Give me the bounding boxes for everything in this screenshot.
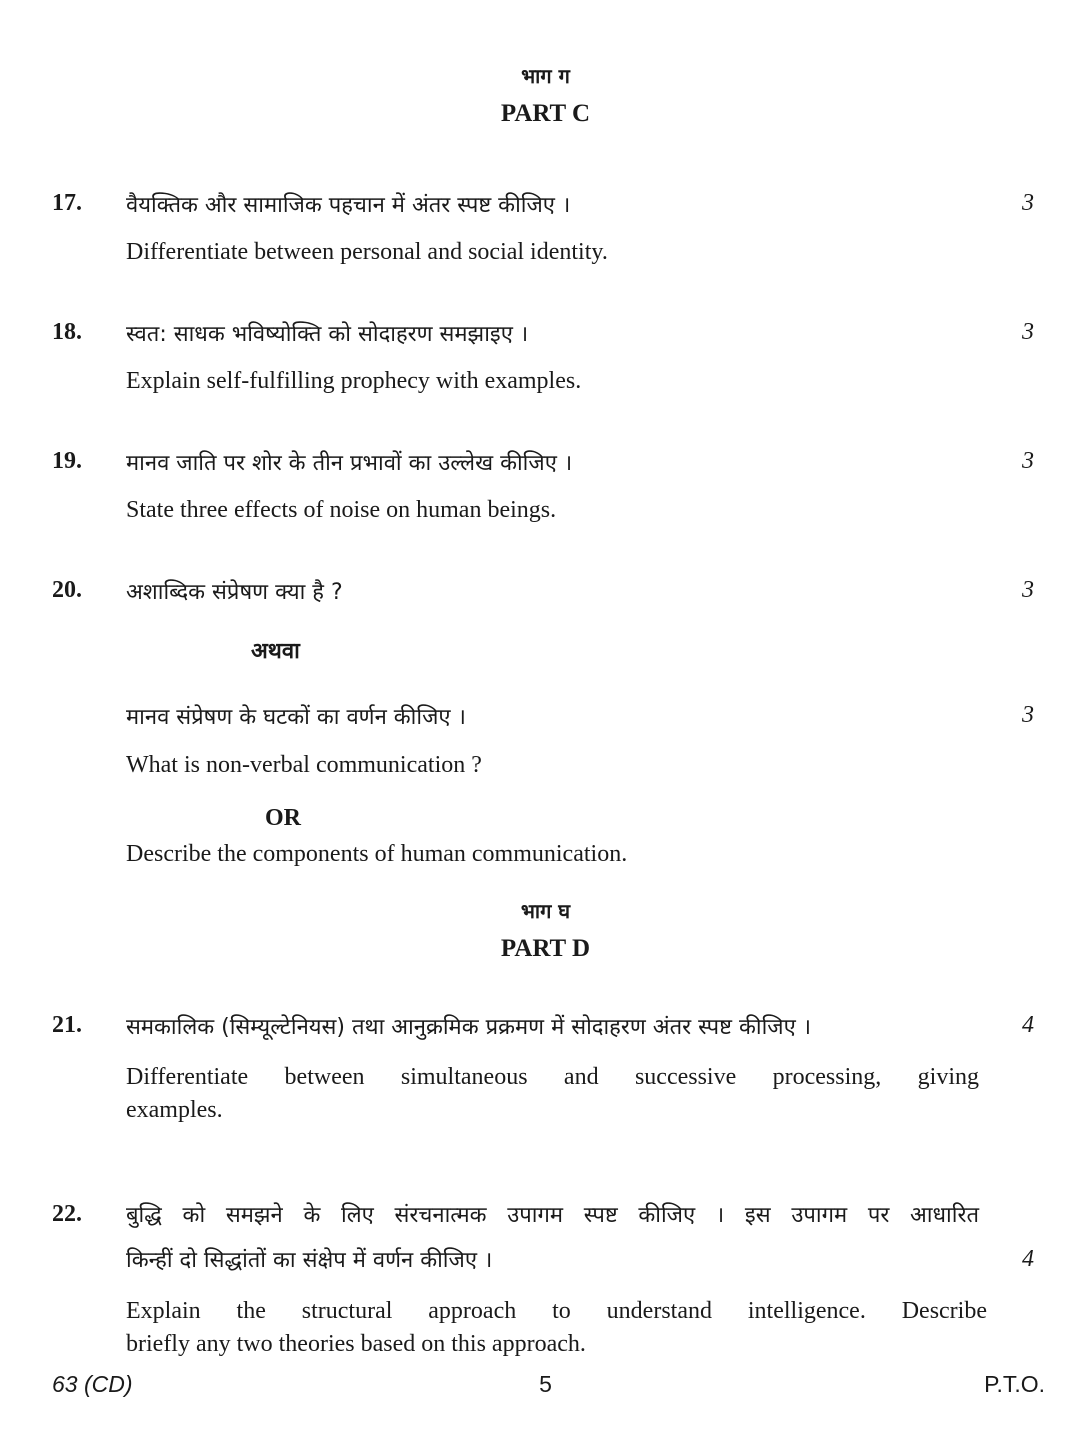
part-d-heading-hindi: भाग घ [520, 899, 571, 923]
footer-pto: P.T.O. [984, 1371, 1045, 1397]
question-17-number: 17. [52, 190, 82, 216]
question-20-alt-english: Describe the components of human communication. [126, 841, 628, 867]
question-22-english-line-2: briefly any two theories based on this approach. [126, 1331, 586, 1357]
question-19-english: State three effects of noise on human beings. [126, 497, 557, 523]
question-18-marks: 3 [1022, 319, 1034, 345]
footer-page-number: 5 [539, 1371, 552, 1397]
question-21-marks: 4 [1022, 1012, 1034, 1038]
question-18-hindi: स्वत: साधक भविष्योक्ति को सोदाहरण समझाइए । [126, 322, 529, 347]
question-20-alt-marks: 3 [1022, 702, 1034, 728]
question-18-number: 18. [52, 319, 82, 345]
question-20-or-hindi: अथवा [251, 639, 300, 664]
question-19-number: 19. [52, 448, 82, 474]
question-20-alt-hindi: मानव संप्रेषण के घटकों का वर्णन कीजिए । [126, 705, 466, 730]
question-17-english: Differentiate between personal and social identity. [126, 239, 608, 265]
question-19-hindi: मानव जाति पर शोर के तीन प्रभावों का उल्लेख कीजिए । [126, 451, 573, 476]
question-20-hindi: अशाब्दिक संप्रेषण क्या है ? [126, 580, 343, 605]
question-22-number: 22. [52, 1201, 82, 1227]
question-20-marks: 3 [1022, 577, 1034, 603]
footer-paper-code: 63 (CD) [52, 1371, 133, 1397]
part-c-heading-hindi: भाग ग [521, 64, 570, 88]
question-22-english-line-1: Explain the structural approach to understand intelligence. Describe [126, 1298, 987, 1324]
question-21-number: 21. [52, 1012, 82, 1038]
question-21-english-line-1: Differentiate between simultaneous and successive processing, giving [126, 1064, 979, 1090]
question-22-marks: 4 [1022, 1246, 1034, 1272]
question-17-marks: 3 [1022, 190, 1034, 216]
question-22-hindi-line-2: किन्हीं दो सिद्धांतों का संक्षेप में वर्णन कीजिए । [126, 1248, 493, 1273]
part-d-heading: PART D [500, 935, 591, 962]
question-21-hindi: समकालिक (सिम्यूल्टेनियस) तथा आनुक्रमिक प्रक्रमण में सोदाहरण अंतर स्पष्ट कीजिए । [126, 1015, 812, 1040]
question-20-or-english: OR [265, 805, 301, 831]
question-22-hindi-line-1: बुद्धि को समझने के लिए संरचनात्मक उपागम स्पष्ट कीजिए । इस उपागम पर आधारित [126, 1203, 979, 1228]
question-20-number: 20. [52, 577, 82, 603]
question-19-marks: 3 [1022, 448, 1034, 474]
question-18-english: Explain self-fulfilling prophecy with examples. [126, 368, 582, 394]
question-21-english-line-2: examples. [126, 1097, 223, 1123]
question-17-hindi: वैयक्तिक और सामाजिक पहचान में अंतर स्पष्ट कीजिए । [126, 193, 571, 218]
part-c-heading: PART C [500, 100, 591, 127]
question-20-english: What is non-verbal communication ? [126, 752, 482, 778]
